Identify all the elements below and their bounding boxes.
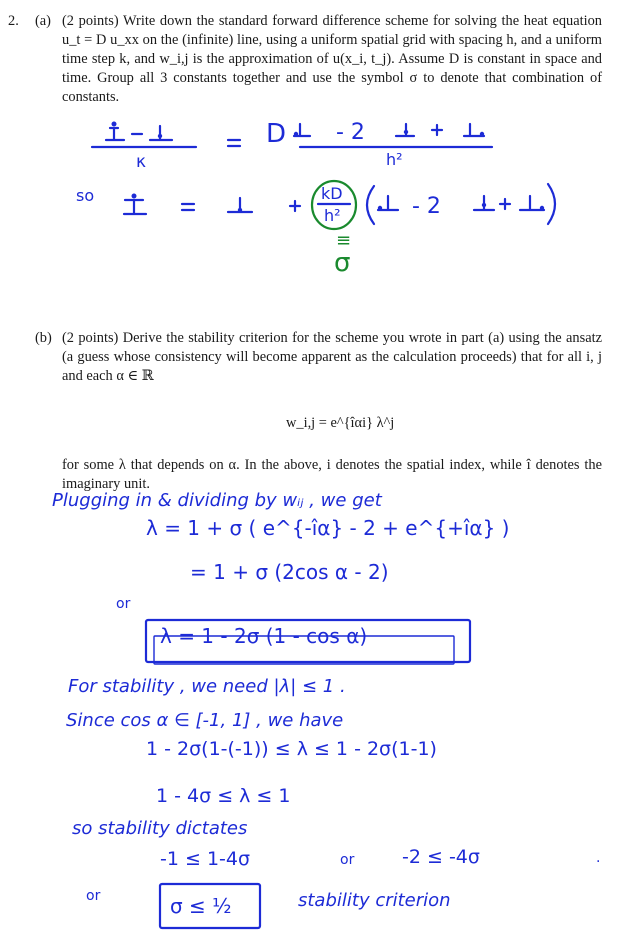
a-eq1-denom-k: κ bbox=[136, 152, 147, 172]
part-a-label: (a) bbox=[35, 13, 51, 29]
b-criterion-label: stability criterion bbox=[298, 890, 451, 911]
a-equiv-mark: ≡ bbox=[336, 230, 352, 251]
a-sigma: σ bbox=[334, 248, 351, 278]
problem-number: 2. bbox=[8, 13, 19, 29]
b-line1: Plugging in & dividing by wᵢⱼ , we get bbox=[52, 490, 382, 511]
b-boxed-lambda: λ = 1 - 2σ (1 - cos α) bbox=[160, 624, 368, 648]
a-kD: kD bbox=[321, 184, 343, 203]
part-b-after-text: for some λ that depends on α. In the above, i denotes the spatial index, while î denotes the imaginary unit. bbox=[62, 457, 602, 492]
ansatz: w_i,j = e^{îαi} λ^j bbox=[286, 415, 395, 431]
part-a-text: (2 points) Write down the standard forward difference scheme for solving the heat equation u_t = D u_xx on the (infinite) line, using a uniform spatial grid with spacing h, and a uniform time step k, and w_i,j is the approximation of u(x_i, t_j). Assume D is constant in space and time. Group all 3 constants together and use the symbol σ to denote that combination of constants. bbox=[62, 13, 602, 105]
part-b-text: (2 points) Derive the stability criterion for the scheme you wrote in part (a) using the ansatz (a guess whose consistency will become apparent as the calculation proceeds) that for all i, j and each α ∈ ℝ bbox=[62, 330, 602, 384]
b-line9: so stability dictates bbox=[72, 818, 248, 839]
b-line6: Since cos α ∈ [-1, 1] , we have bbox=[66, 710, 344, 731]
a-eq1-minus2: - 2 bbox=[336, 120, 365, 145]
b-line5: For stability , we need |λ| ≤ 1 . bbox=[68, 676, 346, 697]
b-line10-right: -2 ≤ -4σ bbox=[402, 846, 480, 868]
b-line10-or: or bbox=[340, 852, 355, 868]
b-or2: or bbox=[86, 888, 101, 904]
a-eq1-D: D bbox=[266, 119, 287, 149]
b-boxed-criterion: σ ≤ ½ bbox=[170, 894, 232, 918]
a-so: so bbox=[76, 186, 95, 205]
b-line7: 1 - 2σ(1-(-1)) ≤ λ ≤ 1 - 2σ(1-1) bbox=[146, 738, 437, 760]
b-line2: λ = 1 + σ ( e^{-îα} - 2 + e^{+îα} ) bbox=[146, 516, 510, 540]
b-line3: = 1 + σ (2cos α - 2) bbox=[190, 560, 389, 584]
b-dot: . bbox=[596, 850, 601, 866]
b-or1: or bbox=[116, 596, 131, 612]
a-minus2: - 2 bbox=[412, 194, 441, 219]
part-b-label: (b) bbox=[35, 330, 52, 346]
b-line10-left: -1 ≤ 1-4σ bbox=[160, 848, 251, 870]
a-eq1-denom-h2: h² bbox=[386, 150, 403, 169]
b-line8: 1 - 4σ ≤ λ ≤ 1 bbox=[156, 785, 291, 807]
a-h2: h² bbox=[324, 206, 341, 225]
